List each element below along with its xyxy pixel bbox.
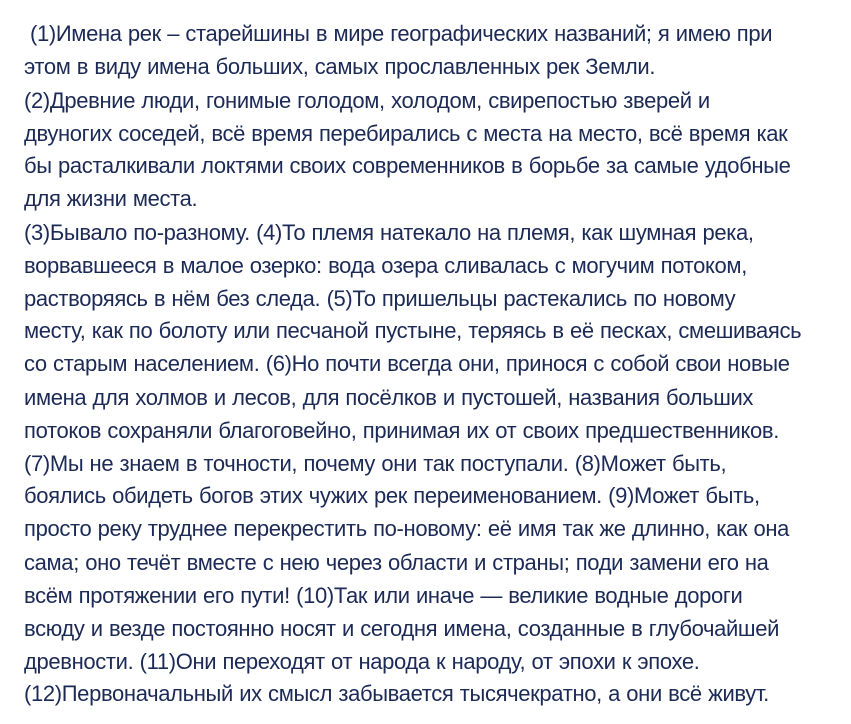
text-line-8: ворвавшееся в малое озерко: вода озера сливалась с могучим потоком, xyxy=(24,253,747,278)
text-line-1: (1)Имена рек – старейшины в мире географических названий; я имею при xyxy=(30,21,773,46)
text-line-12: имена для холмов и лесов, для посёлков и пустошей, названия больших xyxy=(24,385,754,410)
text-line-10: месту, как по болоту или песчаной пустыне, теряясь в её песках, смешиваясь xyxy=(24,318,802,343)
text-line-2: этом в виду имена больших, самых прославленных рек Земли. xyxy=(24,54,656,79)
text-line-17: сама; оно течёт вместе с нею через области и страны; поди замени его на xyxy=(24,550,769,575)
text-line-16: просто реку труднее перекрестить по-новому: её имя так же длинно, как она xyxy=(24,516,790,541)
text-line-21: (12)Первоначальный их смысл забывается тысячекратно, а они всё живут. xyxy=(24,681,769,706)
text-line-7: (3)Бывало по-разному. (4)То племя натекало на племя, как шумная река, xyxy=(24,220,754,245)
text-line-6: для жизни места. xyxy=(24,186,198,211)
text-line-4: двуногих соседей, всё время перебирались с места на место, всё время как xyxy=(24,121,788,146)
text-line-15: боялись обидеть богов этих чужих рек переименованием. (9)Может быть, xyxy=(24,483,760,508)
text-line-9: растворяясь в нём без следа. (5)То пришельцы растекались по новому xyxy=(24,286,736,311)
text-line-14: (7)Мы не знаем в точности, почему они так поступали. (8)Может быть, xyxy=(24,451,727,476)
text-line-18: всём протяжении его пути! (10)Так или иначе — великие водные дороги xyxy=(24,583,743,608)
text-line-13: потоков сохраняли благоговейно, принимая их от своих предшественников. xyxy=(24,418,780,443)
text-line-3: (2)Древние люди, гонимые голодом, холодом, свирепостью зверей и xyxy=(24,88,710,113)
text-line-5: бы расталкивали локтями своих современников в борьбе за самые удобные xyxy=(24,153,791,178)
text-line-20: древности. (11)Они переходят от народа к народу, от эпохи к эпохе. xyxy=(24,649,700,674)
text-line-19: всюду и везде постоянно носят и сегодня имена, созданные в глубочайшей xyxy=(24,616,780,641)
text-line-11: со старым населением. (6)Но почти всегда они, принося с собой свои новые xyxy=(24,351,790,376)
